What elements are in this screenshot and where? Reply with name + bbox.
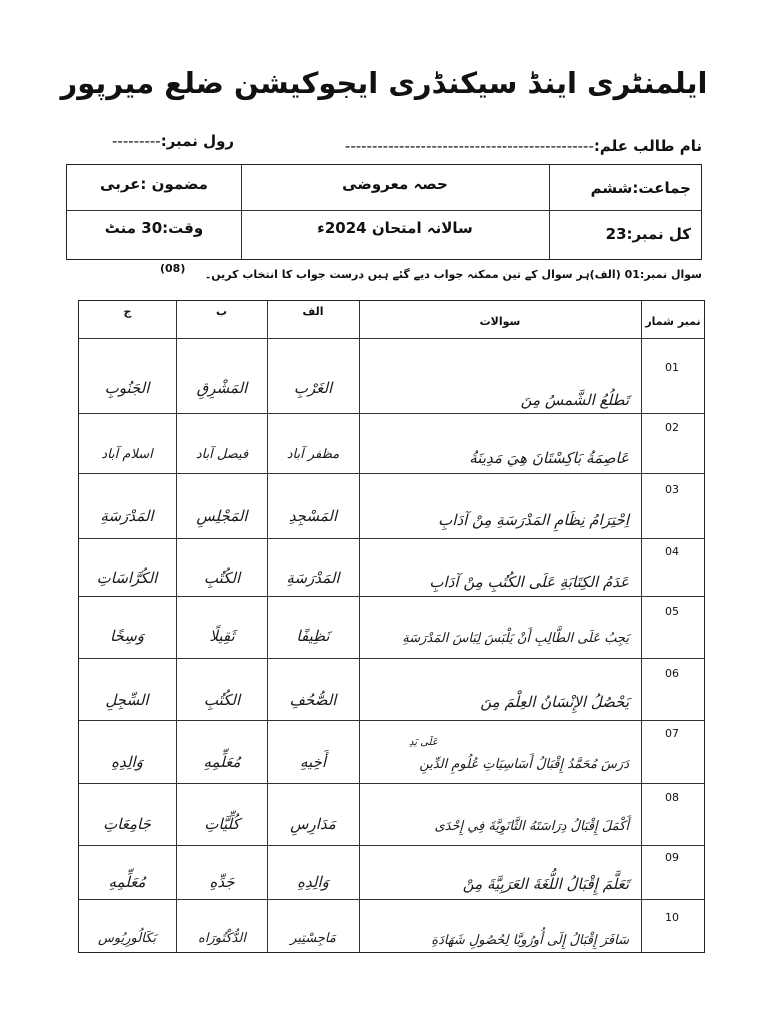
option-alif: نَظِيفًا [296,627,330,645]
time-label: وقت:30 منٹ [104,219,204,237]
row-number: 07 [665,727,679,740]
option-alif: أَخِيهِ [299,753,326,771]
option-bay: كُلِّيَّاتِ [204,815,240,833]
option-jeem: الكُرَّاسَاتِ [96,569,158,587]
question-text: دَرَسَ مُحَمَّدُ إِقْبَالُ أَسَاسِيَاتِ عُلُومِ الدِّينِ [419,757,629,772]
question-text: تَطلُعُ الشَّمسُ مِنَ [520,391,629,409]
total-marks: کل نمبر:23 [605,225,691,243]
question-text: أَكْمَلَ إِقْبَالُ دِرَاسَتَهُ الثَّانَوِيَّةَ فِي إِحْدَى [434,819,629,834]
option-alif: الصُّحُفِ [289,691,337,709]
header-number: نمبر شمار [645,315,701,328]
option-alif: الغَرْبِ [293,379,333,397]
option-jeem: الجَنُوبِ [104,379,150,397]
option-bay: المَجْلِسِ [196,507,248,525]
option-alif: المَسْجِدِ [288,507,338,525]
option-alif: مَدَارِسِ [290,815,336,833]
question-text: سَافَرَ إِقْبَالُ إِلَى أُورُوبَّا لِحُصُولِ شَهَادَةِ [431,933,629,948]
row-number: 08 [665,791,679,804]
header-question: سوالات [479,315,521,328]
header-option-alif: الف [302,305,324,318]
option-alif: المَدْرَسَةِ [286,569,340,587]
question-text: تَعَلَّمَ إِقْبَالُ اللُّغَةَ العَرَبِيَّةَ مِنْ [462,875,629,893]
option-bay: الكُتُبِ [203,691,241,709]
student-name-label: نام طالب علم: [593,137,702,155]
option-bay: الكُتُبِ [203,569,241,587]
part-label: حصہ معروضی [342,175,448,193]
option-bay: المَشْرِقِ [196,379,248,397]
option-jeem: مُعَلِّمِهِ [108,873,146,891]
option-bay: جَدِّهِ [209,873,235,891]
question-text: عَدَمُ الكِتَابَةِ عَلَى الكُتُبِ مِنْ آدَابِ [429,573,629,591]
option-jeem: بَكَالُورِيُوس [98,931,156,946]
roll-number-blank: --------- [112,132,161,150]
subject-label: مضمون :عربی [100,175,208,193]
question-text: اِحْتِرَامُ نِظَامِ المَدْرَسَةِ مِنْ آدَابِ [438,511,629,529]
row-number: 10 [665,911,679,924]
instructions-text: سوال نمبر:01 (الف)ہر سوال کے تین ممکنہ جواب دیے گئے ہیں درست جواب کا انتخاب کریں۔ [204,268,702,281]
page-title: ایلمنٹری اینڈ سیکنڈری ایجوکیشن ضلع میرپور [60,66,708,100]
mcq-table [78,300,705,953]
question-note: عَلَى يَدِ [409,737,438,748]
row-number: 02 [665,421,679,434]
option-jeem: وَسِخًا [109,627,145,645]
question-text: يَجِبُ عَلَى الطَّالِبِ أَنْ يَلْبَسَ لِبَاسَ المَدْرَسَةِ [402,631,629,646]
question-text: عَاصِمَةُ بَاكِسْتَانَ هِيَ مَدِينَةُ [469,449,629,467]
option-bay: فیصل آباد [195,447,249,462]
row-number: 04 [665,545,679,558]
question-text: يَحْصُلُ الإِنْسَانُ العِلْمَ مِنَ [480,693,629,711]
class-label: جماعت:ششم [590,179,691,197]
option-jeem: جَامِعَاتِ [103,815,151,833]
roll-number-field [112,132,234,150]
option-alif: مَاجِسْتِير [290,931,336,946]
student-name-blank: ---------------------------------------------- [344,137,594,155]
option-jeem: المَدْرَسَةِ [100,507,154,525]
row-number: 03 [665,483,679,496]
option-jeem: وَالِدِهِ [111,753,143,771]
option-alif: وَالِدِهِ [297,873,329,891]
exam-label: سالانہ امتحان 2024ء [317,219,473,237]
row-number: 01 [665,361,679,374]
student-name-field [345,137,702,155]
header-option-bay: ب [215,305,228,318]
option-jeem: السِّجِلِ [105,691,149,709]
row-number: 09 [665,851,679,864]
header-option-jeem: ج [123,305,132,318]
exam-info-box [66,164,702,260]
option-bay: الدُّكْتُورَاه [198,931,246,946]
option-bay: ثَقِيلًا [209,627,235,645]
option-bay: مُعَلِّمِهِ [203,753,241,771]
roll-number-label: رول نمبر: [160,132,235,150]
section-marks: (08) [160,262,186,275]
row-number: 06 [665,667,679,680]
option-alif: مظفر آباد [286,447,340,462]
option-jeem: اسلام آباد [101,447,153,462]
row-number: 05 [665,605,679,618]
